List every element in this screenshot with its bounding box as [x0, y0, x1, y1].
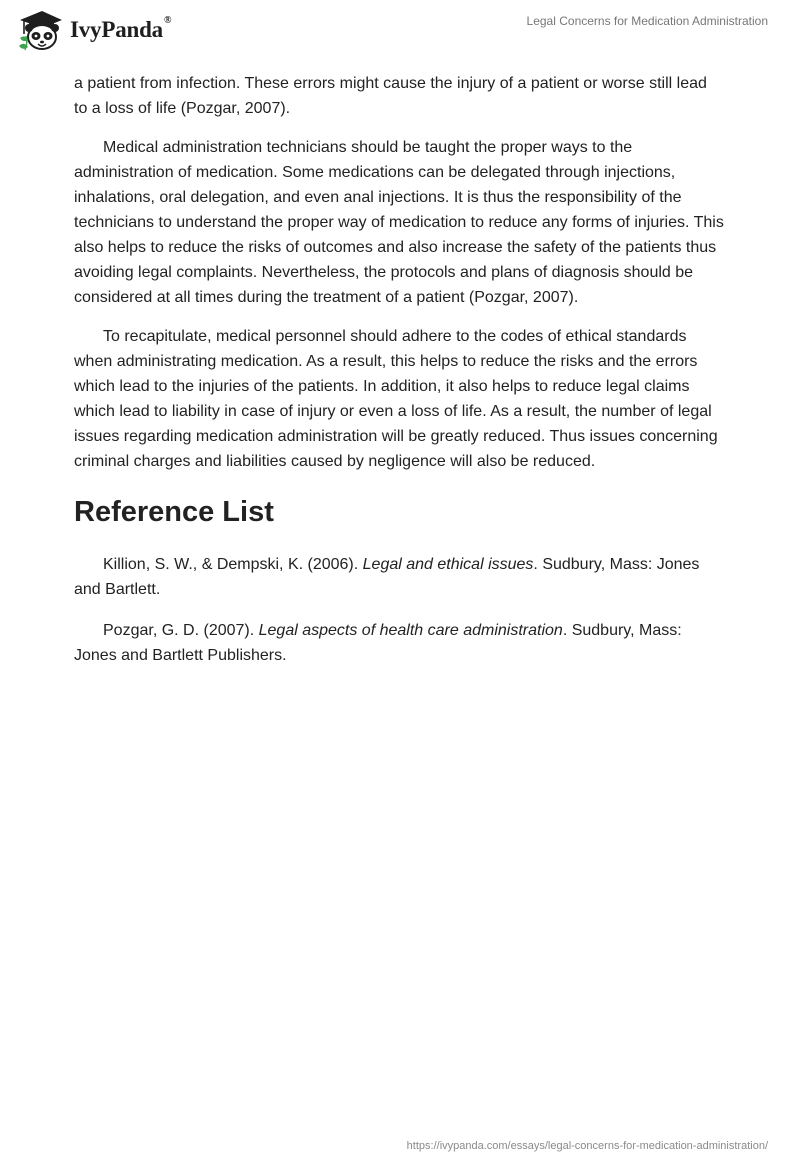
reference-title: Legal and ethical issues — [362, 556, 534, 573]
ivypanda-logo[interactable] — [16, 8, 171, 52]
reference-authors: Pozgar, G. D. (2007). — [103, 622, 259, 639]
source-url[interactable]: https://ivypanda.com/essays/legal-concerns-for-medication-administration/ — [406, 1140, 768, 1152]
reference-publisher: . Sudbury, Mass: Jones and Bartlett. — [74, 556, 700, 598]
page-header — [0, 0, 800, 64]
body-paragraph: a patient from infection. These errors might cause the injury of a patient or worse still lead to a loss of life (Pozgar, 2007). — [74, 75, 707, 117]
reference-list — [74, 552, 724, 668]
reference-item — [74, 552, 724, 602]
reference-item — [74, 618, 724, 668]
reference-title: Legal aspects of health care administration — [258, 622, 563, 639]
reference-list-heading: Reference List — [74, 496, 274, 528]
panda-graduate-icon — [16, 8, 64, 52]
brand-name: IvyPanda® — [70, 15, 172, 42]
reference-authors: Killion, S. W., & Dempski, K. (2006). — [103, 556, 363, 573]
body-paragraph: Medical administration technicians should be taught the proper ways to the administration of medication. Some medications can be delegated through injections, inhalations, oral delegation, and even anal injections. It is thus the responsibility of the technicians to understand the proper way of medication to reduce any forms of injuries. This also helps to reduce the risks of outcomes and also increase the safety of the patients thus avoiding legal complaints. Nevertheless, the protocols and plans of diagnosis should be considered at all times during the treatment of a patient (Pozgar, 2007). — [74, 139, 724, 306]
reference-publisher: . Sudbury, Mass: Jones and Bartlett Publishers. — [74, 622, 682, 664]
essay-content — [74, 71, 724, 684]
document-title: Legal Concerns for Medication Administration — [526, 14, 768, 28]
body-paragraph: To recapitulate, medical personnel should adhere to the codes of ethical standards when administrating medication. As a result, this helps to reduce the risks and the errors which lead to the injuries of the patients. In addition, it also helps to reduce legal claims which lead to liability in case of injury or even a loss of life. As a result, the number of legal issues regarding medication administration will be greatly reduced. Thus issues concerning criminal charges and liabilities caused by negligence will also be reduced. — [74, 328, 718, 470]
